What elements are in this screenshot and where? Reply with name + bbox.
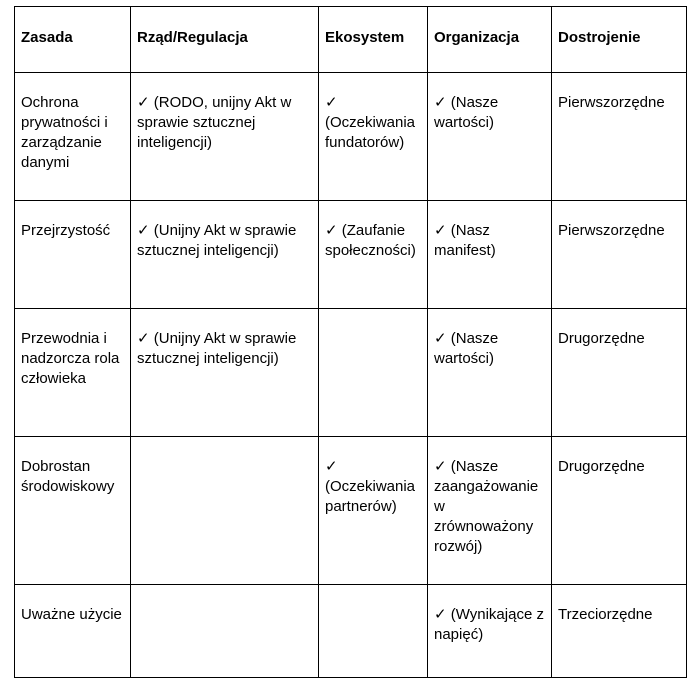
cell-alignment: Trzeciorzędne xyxy=(552,585,687,678)
cell-organization: ✓ (Nasze wartości) xyxy=(428,309,552,437)
table-row xyxy=(15,437,687,585)
cell-principle: Przejrzystość xyxy=(15,201,131,309)
cell-government: ✓ (Unijny Akt w sprawie sztucznej inteligencji) xyxy=(131,201,319,309)
header-organization: Organizacja xyxy=(428,7,552,73)
table-row xyxy=(15,73,687,201)
cell-government xyxy=(131,437,319,585)
cell-principle: Dobrostan środowiskowy xyxy=(15,437,131,585)
cell-principle: Uważne użycie xyxy=(15,585,131,678)
cell-ecosystem: ✓ (Oczekiwania partnerów) xyxy=(319,437,428,585)
cell-alignment: Pierwszorzędne xyxy=(552,73,687,201)
cell-government xyxy=(131,585,319,678)
header-principle: Zasada xyxy=(15,7,131,73)
cell-organization: ✓ (Wynikające z napięć) xyxy=(428,585,552,678)
header-alignment: Dostrojenie xyxy=(552,7,687,73)
header-government: Rząd/Regulacja xyxy=(131,7,319,73)
cell-ecosystem xyxy=(319,309,428,437)
cell-principle: Przewodnia i nadzorcza rola człowieka xyxy=(15,309,131,437)
table-row xyxy=(15,201,687,309)
cell-organization: ✓ (Nasze zaangażowanie w zrównoważony rozwój) xyxy=(428,437,552,585)
cell-alignment: Pierwszorzędne xyxy=(552,201,687,309)
header-ecosystem: Ekosystem xyxy=(319,7,428,73)
cell-ecosystem: ✓ (Oczekiwania fundatorów) xyxy=(319,73,428,201)
cell-ecosystem: ✓ (Zaufanie społeczności) xyxy=(319,201,428,309)
cell-alignment: Drugorzędne xyxy=(552,309,687,437)
cell-organization: ✓ (Nasz manifest) xyxy=(428,201,552,309)
principles-table xyxy=(14,6,687,678)
cell-government: ✓ (Unijny Akt w sprawie sztucznej inteligencji) xyxy=(131,309,319,437)
table-row xyxy=(15,585,687,678)
cell-government: ✓ (RODO, unijny Akt w sprawie sztucznej inteligencji) xyxy=(131,73,319,201)
principles-table-container xyxy=(14,6,687,678)
cell-organization: ✓ (Nasze wartości) xyxy=(428,73,552,201)
cell-ecosystem xyxy=(319,585,428,678)
table-row xyxy=(15,309,687,437)
cell-principle: Ochrona prywatności i zarządzanie danymi xyxy=(15,73,131,201)
table-header-row xyxy=(15,7,687,73)
cell-alignment: Drugorzędne xyxy=(552,437,687,585)
